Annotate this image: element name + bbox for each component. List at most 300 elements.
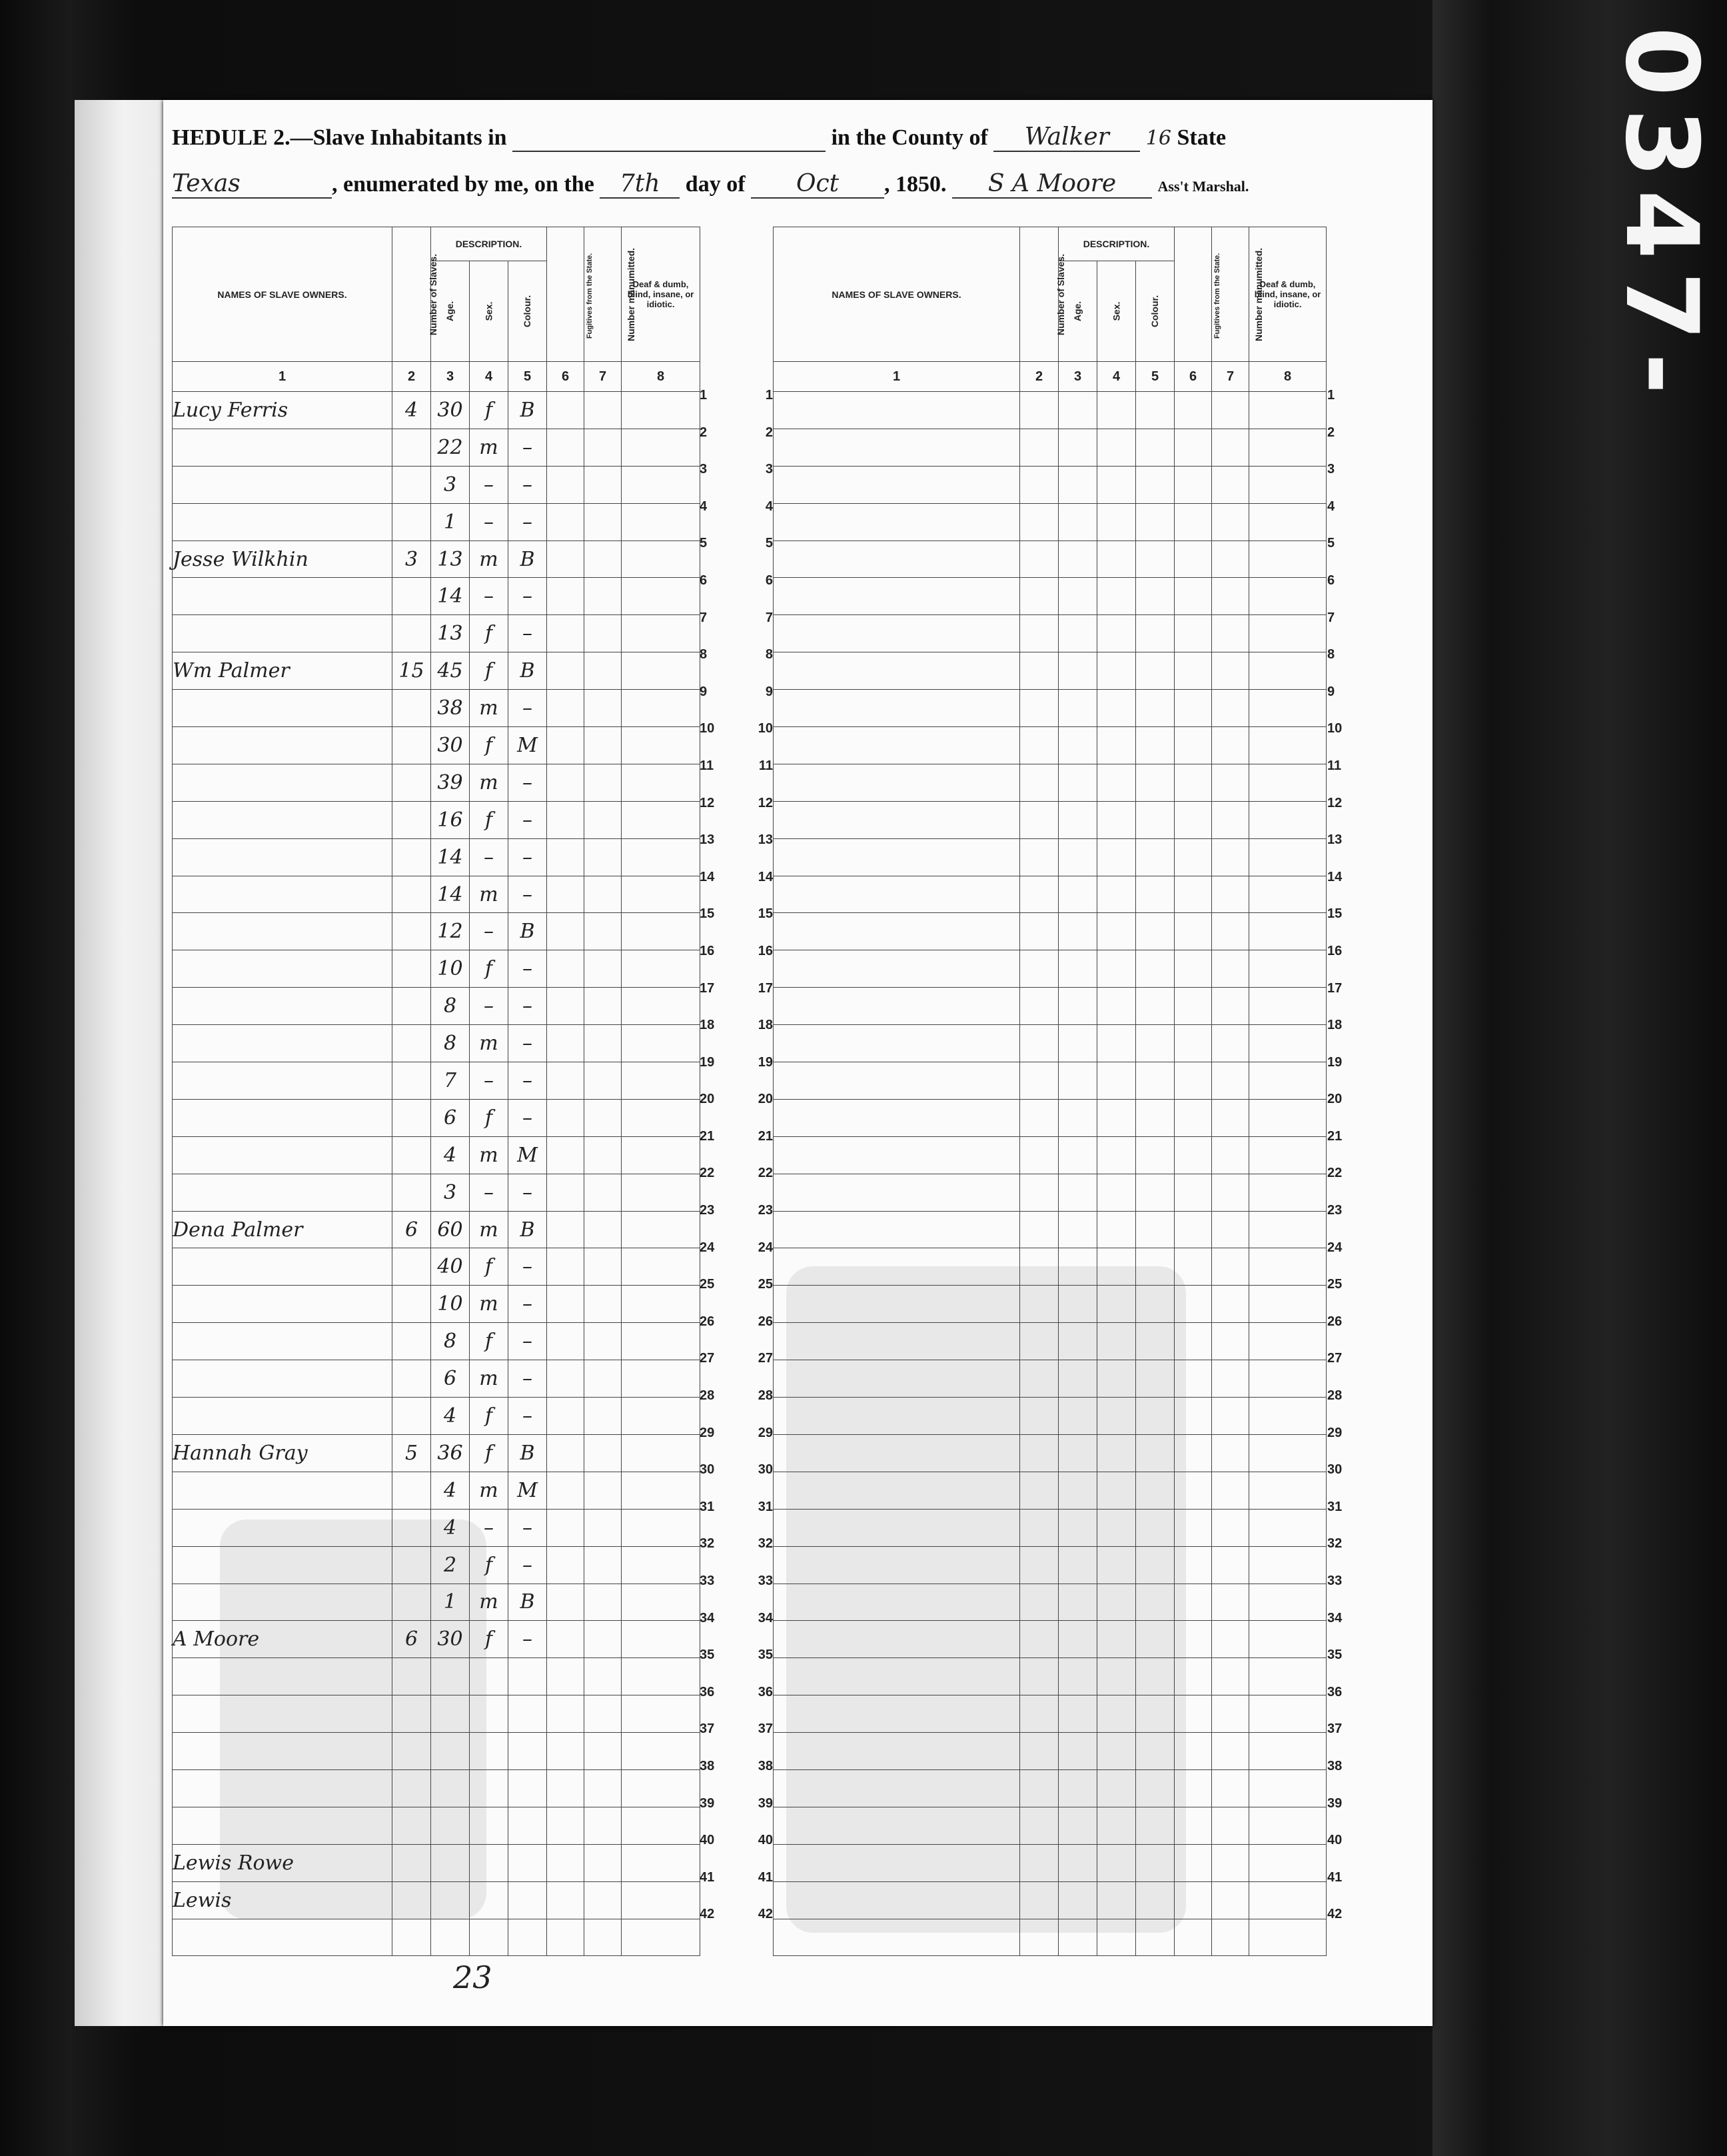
fugitives-cell	[547, 1844, 584, 1881]
colour-cell: –	[508, 1360, 547, 1398]
owner-name-cell	[774, 1025, 1020, 1062]
line-number: 35	[1327, 1647, 1343, 1663]
year-label: , 1850.	[884, 172, 947, 197]
age-cell	[1059, 1733, 1097, 1770]
colour-cell	[1136, 615, 1175, 652]
line-number: 40	[1327, 1833, 1343, 1848]
owner-name-cell	[774, 429, 1020, 466]
owner-name-cell	[774, 913, 1020, 950]
age-cell	[431, 1658, 470, 1695]
slave-count-cell	[1020, 1919, 1059, 1956]
deaf-cell	[622, 1733, 700, 1770]
age-cell	[1059, 1621, 1097, 1658]
sex-cell	[1097, 429, 1136, 466]
deaf-cell	[622, 1434, 700, 1472]
line-number: 28	[758, 1388, 773, 1404]
deaf-cell	[622, 466, 700, 503]
fugitives-cell	[1175, 652, 1212, 690]
manumitted-cell	[584, 1323, 622, 1360]
age-cell: 30	[431, 727, 470, 764]
line-number: 8	[1327, 647, 1335, 662]
slave-count-cell	[392, 1062, 431, 1100]
age-cell: 13	[431, 540, 470, 578]
sex-cell: m	[470, 1286, 508, 1323]
colour-cell	[1136, 950, 1175, 988]
slave-count-cell	[1020, 876, 1059, 913]
line-number: 27	[758, 1351, 773, 1366]
age-cell	[1059, 1844, 1097, 1881]
colour-cell	[1136, 727, 1175, 764]
fugitives-cell	[547, 1733, 584, 1770]
owner-name-cell	[173, 1472, 392, 1509]
owner-name-cell	[173, 1174, 392, 1211]
fugitives-cell	[1175, 1472, 1212, 1509]
slave-count-cell	[1020, 466, 1059, 503]
age-cell	[1059, 1248, 1097, 1286]
line-number: 33	[700, 1574, 715, 1588]
sex-cell	[1097, 838, 1136, 876]
owner-name-cell	[173, 615, 392, 652]
age-cell: 60	[431, 1211, 470, 1248]
deaf-cell	[1249, 1211, 1327, 1248]
fugitives-cell	[547, 838, 584, 876]
manumitted-cell	[1212, 615, 1249, 652]
colour-cell: B	[508, 392, 547, 429]
deaf-cell	[1249, 1881, 1327, 1919]
slave-count-cell: 15	[392, 652, 431, 690]
fugitives-cell	[547, 876, 584, 913]
manumitted-cell	[1212, 1844, 1249, 1881]
line-number-pair	[700, 1833, 773, 1870]
line-number: 6	[1327, 572, 1335, 588]
owner-name-cell	[173, 1136, 392, 1174]
age-cell	[431, 1881, 470, 1919]
owner-name-cell	[774, 1248, 1020, 1286]
owner-name-cell	[774, 1286, 1020, 1323]
age-cell: 40	[431, 1248, 470, 1286]
line-number: 32	[1327, 1536, 1343, 1552]
line-number-pair	[700, 1685, 773, 1722]
deaf-cell	[622, 838, 700, 876]
fugitives-cell	[1175, 1621, 1212, 1658]
fugitives-cell	[1175, 1695, 1212, 1733]
age-cell	[1059, 1025, 1097, 1062]
fugitives-cell	[1175, 1323, 1212, 1360]
deaf-cell	[1249, 1733, 1327, 1770]
state-label: State	[1177, 125, 1227, 150]
deaf-cell	[622, 1881, 700, 1919]
fugitives-cell	[1175, 1062, 1212, 1100]
col-colour-header: Colour.	[508, 261, 547, 362]
fugitives-cell	[547, 392, 584, 429]
table-row	[774, 727, 1327, 764]
line-number-pair	[700, 1018, 773, 1055]
fugitives-cell	[1175, 540, 1212, 578]
deaf-cell	[1249, 1174, 1327, 1211]
manumitted-cell	[1212, 950, 1249, 988]
colour-cell	[1136, 1919, 1175, 1956]
manumitted-cell	[584, 764, 622, 801]
slave-count-cell	[1020, 1658, 1059, 1695]
colour-cell	[1136, 1807, 1175, 1844]
column-number: 8	[1249, 362, 1327, 392]
age-cell: 1	[431, 503, 470, 540]
owner-name-cell	[774, 876, 1020, 913]
line-number: 34	[758, 1610, 773, 1625]
line-number: 19	[700, 1054, 715, 1070]
deaf-cell	[622, 578, 700, 615]
table-row	[173, 1658, 700, 1695]
day-value: 7th	[600, 170, 680, 199]
colour-cell	[1136, 1621, 1175, 1658]
table-row	[774, 1211, 1327, 1248]
table-row	[774, 1248, 1327, 1286]
table-row	[774, 1099, 1327, 1136]
colour-cell: B	[508, 540, 547, 578]
table-row	[173, 1769, 700, 1807]
slave-count-cell	[392, 1286, 431, 1323]
line-number: 10	[700, 721, 715, 736]
manumitted-cell	[1212, 1546, 1249, 1584]
fugitives-cell	[1175, 727, 1212, 764]
line-number-pair	[700, 906, 773, 944]
age-cell: 36	[431, 1434, 470, 1472]
line-number: 5	[700, 536, 708, 551]
fugitives-cell	[1175, 1584, 1212, 1621]
line-number-pair	[700, 870, 773, 907]
slave-count-cell	[392, 1398, 431, 1435]
slave-count-cell	[392, 1360, 431, 1398]
manumitted-cell	[1212, 1211, 1249, 1248]
deaf-cell	[622, 1919, 700, 1956]
fugitives-cell	[547, 988, 584, 1025]
line-number: 12	[1327, 795, 1343, 810]
line-number-pair	[700, 1536, 773, 1574]
line-number-pair	[700, 1759, 773, 1796]
table-row	[774, 652, 1327, 690]
sex-cell	[1097, 1844, 1136, 1881]
slave-count-cell	[392, 466, 431, 503]
manumitted-cell	[1212, 988, 1249, 1025]
owner-name-cell	[173, 1658, 392, 1695]
fugitives-cell	[1175, 1136, 1212, 1174]
line-number: 31	[758, 1499, 773, 1514]
deaf-cell	[1249, 1025, 1327, 1062]
colour-cell	[508, 1658, 547, 1695]
owner-name-cell	[774, 1844, 1020, 1881]
sex-cell: f	[470, 392, 508, 429]
line-number-pair	[700, 1129, 773, 1166]
manumitted-cell	[584, 1286, 622, 1323]
slave-count-cell	[1020, 1211, 1059, 1248]
colour-cell	[1136, 392, 1175, 429]
line-number: 24	[1327, 1240, 1343, 1255]
table-row	[774, 540, 1327, 578]
column-number-row	[173, 362, 700, 392]
age-cell	[1059, 615, 1097, 652]
sex-cell	[1097, 615, 1136, 652]
manumitted-cell	[1212, 1881, 1249, 1919]
line-number: 26	[700, 1314, 715, 1329]
manumitted-cell	[1212, 1099, 1249, 1136]
owner-name-cell	[774, 690, 1020, 727]
colour-cell	[1136, 1733, 1175, 1770]
colour-cell: –	[508, 1248, 547, 1286]
table-row	[173, 1621, 700, 1658]
slave-count-cell	[392, 1248, 431, 1286]
schedule-label: HEDULE 2.	[172, 125, 290, 150]
sex-cell	[1097, 727, 1136, 764]
sex-cell	[1097, 1733, 1136, 1770]
column-number: 7	[1212, 362, 1249, 392]
owner-name-cell	[173, 466, 392, 503]
line-number: 12	[700, 795, 715, 810]
table-row	[774, 615, 1327, 652]
deaf-cell	[1249, 1807, 1327, 1844]
sex-cell: f	[470, 1248, 508, 1286]
column-number: 5	[1136, 362, 1175, 392]
owner-name-cell	[774, 1323, 1020, 1360]
table-row	[173, 1807, 700, 1844]
fugitives-cell	[547, 764, 584, 801]
fugitives-cell	[547, 1658, 584, 1695]
owner-name-cell	[774, 1360, 1020, 1398]
deaf-cell	[622, 503, 700, 540]
age-cell	[1059, 466, 1097, 503]
sex-cell	[1097, 1136, 1136, 1174]
table-row	[774, 1509, 1327, 1546]
sex-cell	[1097, 1323, 1136, 1360]
owner-name-cell	[774, 1174, 1020, 1211]
fugitives-cell	[1175, 876, 1212, 913]
slave-count-cell	[392, 503, 431, 540]
fugitives-cell	[547, 1919, 584, 1956]
age-cell: 4	[431, 1136, 470, 1174]
manumitted-cell	[584, 429, 622, 466]
line-number: 42	[758, 1907, 773, 1922]
fugitives-cell	[547, 1584, 584, 1621]
owner-name-cell	[774, 652, 1020, 690]
col-sex-header: Sex.	[470, 261, 508, 362]
deaf-cell	[1249, 690, 1327, 727]
table-row	[774, 1695, 1327, 1733]
owner-name-cell	[173, 578, 392, 615]
line-number: 11	[700, 758, 714, 773]
sex-cell	[1097, 690, 1136, 727]
line-number: 3	[700, 462, 708, 477]
line-number-pair	[700, 796, 773, 833]
age-cell	[1059, 1211, 1097, 1248]
deaf-cell	[622, 801, 700, 838]
sex-cell	[470, 1733, 508, 1770]
manumitted-cell	[1212, 578, 1249, 615]
table-row	[774, 1062, 1327, 1100]
line-number: 4	[700, 499, 708, 514]
sex-cell	[1097, 1695, 1136, 1733]
table-row	[774, 801, 1327, 838]
column-number: 6	[1175, 362, 1212, 392]
table-row	[774, 1472, 1327, 1509]
age-cell: 4	[431, 1472, 470, 1509]
line-number: 35	[700, 1647, 715, 1663]
line-number-pair	[700, 1277, 773, 1314]
owner-name-cell	[774, 578, 1020, 615]
owner-name-cell	[774, 1919, 1020, 1956]
column-number: 3	[431, 362, 470, 392]
line-number: 17	[700, 980, 715, 996]
age-cell: 10	[431, 950, 470, 988]
fugitives-cell	[1175, 1398, 1212, 1435]
manumitted-cell	[584, 1546, 622, 1584]
sex-cell	[470, 1919, 508, 1956]
line-number: 11	[1327, 758, 1342, 773]
owner-name-cell	[173, 1546, 392, 1584]
manumitted-cell	[584, 801, 622, 838]
fugitives-cell	[547, 950, 584, 988]
owner-name-cell	[774, 1434, 1020, 1472]
sex-cell: f	[470, 1546, 508, 1584]
sex-cell: f	[470, 1434, 508, 1472]
slave-count-cell	[1020, 1733, 1059, 1770]
slave-count-cell	[392, 1584, 431, 1621]
line-numbers-center	[700, 388, 773, 1944]
table-row	[774, 1881, 1327, 1919]
manumitted-cell	[1212, 727, 1249, 764]
marshal-signature: S A Moore	[952, 170, 1152, 199]
sex-cell: f	[470, 1621, 508, 1658]
table-row	[173, 1174, 700, 1211]
owner-name-cell	[173, 764, 392, 801]
table-row	[173, 1099, 700, 1136]
deaf-cell	[1249, 913, 1327, 950]
table-row	[774, 1323, 1327, 1360]
line-number-pair	[700, 1240, 773, 1278]
line-number-pair	[700, 1462, 773, 1500]
slave-count-cell	[392, 1323, 431, 1360]
fugitives-cell	[547, 801, 584, 838]
fugitives-cell	[1175, 1025, 1212, 1062]
owner-name-cell	[774, 1546, 1020, 1584]
deaf-cell	[1249, 1919, 1327, 1956]
colour-cell	[1136, 1360, 1175, 1398]
line-number: 4	[765, 499, 773, 514]
age-cell	[1059, 1881, 1097, 1919]
manumitted-cell	[1212, 1584, 1249, 1621]
manumitted-cell	[584, 1584, 622, 1621]
slave-count-cell	[392, 1136, 431, 1174]
line-number: 5	[765, 536, 773, 551]
owner-name-cell	[774, 1695, 1020, 1733]
manumitted-cell	[584, 1025, 622, 1062]
line-number: 36	[1327, 1684, 1343, 1699]
sex-cell	[1097, 1062, 1136, 1100]
fugitives-cell	[547, 503, 584, 540]
table-row	[173, 1919, 700, 1956]
col-age-header-right: Age.	[1059, 261, 1097, 362]
manumitted-cell	[1212, 838, 1249, 876]
line-numbers-right	[1327, 388, 1354, 1944]
colour-cell	[1136, 466, 1175, 503]
deaf-cell	[1249, 988, 1327, 1025]
slave-count-cell	[1020, 1807, 1059, 1844]
deaf-cell	[622, 1844, 700, 1881]
table-row	[774, 1621, 1327, 1658]
fugitives-cell	[547, 429, 584, 466]
manumitted-cell	[1212, 1509, 1249, 1546]
table-row	[173, 1844, 700, 1881]
owner-name-cell	[173, 838, 392, 876]
manumitted-cell	[1212, 764, 1249, 801]
sex-cell	[1097, 1248, 1136, 1286]
age-cell: 12	[431, 913, 470, 950]
age-cell: 38	[431, 690, 470, 727]
line-number: 15	[1327, 906, 1343, 922]
line-number-pair	[700, 684, 773, 722]
line-number-pair	[700, 1870, 773, 1907]
line-number-pair	[700, 758, 773, 796]
line-number: 13	[758, 832, 773, 848]
col-fugitives-header: Fugitives from the State.	[547, 227, 584, 362]
manumitted-cell	[584, 950, 622, 988]
manumitted-cell	[1212, 392, 1249, 429]
table-row	[173, 764, 700, 801]
sex-cell	[1097, 876, 1136, 913]
manumitted-cell	[584, 1434, 622, 1472]
manumitted-cell	[1212, 1136, 1249, 1174]
fugitives-cell	[547, 1174, 584, 1211]
line-number: 38	[758, 1758, 773, 1773]
sex-cell	[470, 1881, 508, 1919]
colour-cell	[1136, 1025, 1175, 1062]
manumitted-cell	[1212, 1398, 1249, 1435]
owner-name-cell	[774, 950, 1020, 988]
slave-count-cell	[392, 950, 431, 988]
sex-cell	[1097, 1658, 1136, 1695]
table-row	[774, 913, 1327, 950]
owner-name-cell	[774, 1733, 1020, 1770]
blank-line	[512, 125, 826, 152]
fugitives-cell	[547, 1062, 584, 1100]
county-label: in the County of	[831, 125, 988, 150]
header-line-2	[172, 170, 1249, 199]
fugitives-cell	[547, 615, 584, 652]
fugitives-cell	[547, 1248, 584, 1286]
deaf-cell	[1249, 1434, 1327, 1472]
table-row	[774, 466, 1327, 503]
film-number: 0347-	[1603, 27, 1719, 407]
owner-name-cell	[173, 1733, 392, 1770]
manumitted-cell	[1212, 1323, 1249, 1360]
manumitted-cell	[1212, 429, 1249, 466]
sex-cell	[1097, 1211, 1136, 1248]
slave-count-cell	[392, 988, 431, 1025]
age-cell: 8	[431, 1025, 470, 1062]
colour-cell	[1136, 1658, 1175, 1695]
sex-cell	[470, 1807, 508, 1844]
fugitives-cell	[1175, 764, 1212, 801]
line-number: 17	[1327, 980, 1343, 996]
line-number: 25	[1327, 1277, 1343, 1292]
deaf-cell	[622, 690, 700, 727]
manumitted-cell	[584, 392, 622, 429]
fugitives-cell	[547, 540, 584, 578]
fugitives-cell	[1175, 1769, 1212, 1807]
sex-cell: f	[470, 652, 508, 690]
sex-cell	[1097, 801, 1136, 838]
manumitted-cell	[1212, 1286, 1249, 1323]
deaf-cell	[1249, 727, 1327, 764]
slave-count-cell	[1020, 1062, 1059, 1100]
